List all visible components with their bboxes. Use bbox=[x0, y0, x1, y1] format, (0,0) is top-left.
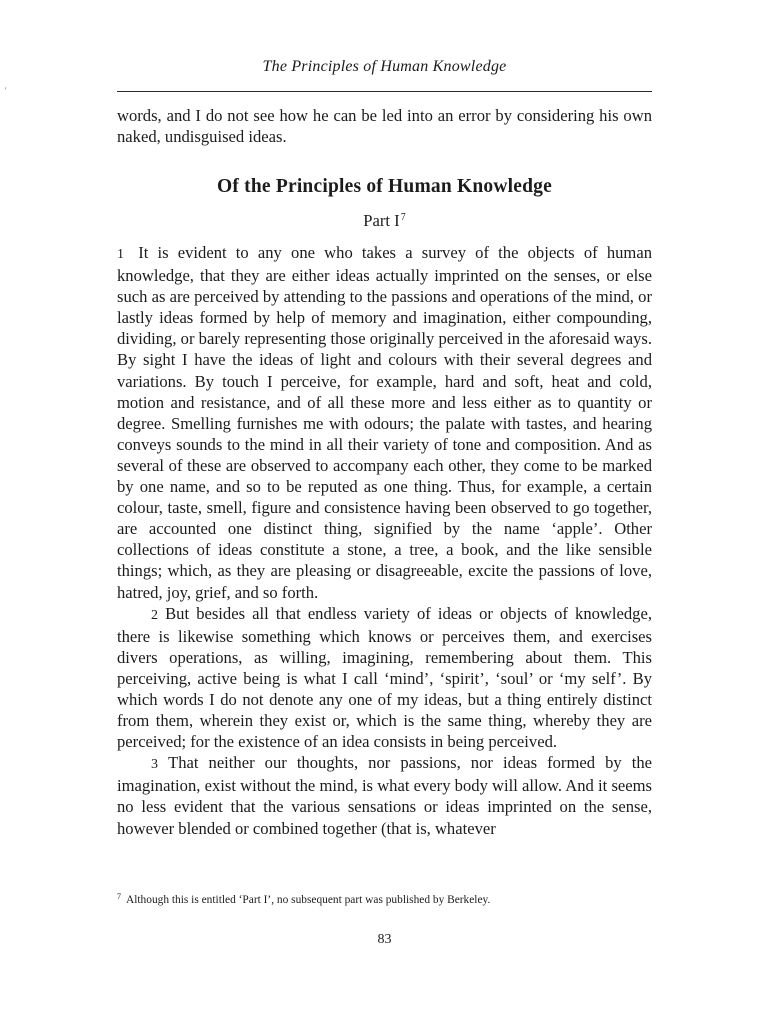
footnote-text: Although this is entitled ‘Part I’, no subsequent part was published by Berkeley. bbox=[126, 894, 491, 906]
paragraph-3 bbox=[117, 752, 652, 838]
section-title: Of the Principles of Human Knowledge bbox=[217, 176, 552, 197]
paragraph-number: 1 bbox=[117, 247, 124, 262]
running-head: The Principles of Human Knowledge bbox=[262, 58, 507, 75]
paragraph-2 bbox=[117, 603, 652, 753]
paragraph-text: That neither our thoughts, nor passions, nor ideas formed by the imagination, exist without the mind, is what every body will allow. And it seems no less evident that the various sensations or ideas imprinted on the sense, however blended or combined together (that is, whatever bbox=[117, 753, 652, 838]
part-label: Part I bbox=[363, 211, 400, 230]
page-number: 83 bbox=[377, 932, 392, 947]
header-rule bbox=[117, 91, 652, 92]
intro-paragraph: words, and I do not see how he can be led into an error by considering his own naked, undisguised ideas. bbox=[117, 106, 652, 147]
footnote-reference: 7 bbox=[400, 212, 406, 223]
part-heading bbox=[117, 211, 652, 231]
paragraph-number: 3 bbox=[151, 757, 158, 773]
paragraph-1 bbox=[117, 242, 652, 603]
footnote-mark: 7 bbox=[117, 892, 121, 901]
margin-mark: ' bbox=[5, 86, 7, 95]
paragraph-number: 2 bbox=[151, 607, 158, 623]
main-text bbox=[117, 242, 652, 839]
paragraph-text: But besides all that endless variety of ideas or objects of knowledge, there is likewise something which knows or perceives them, and exercises divers operations, as willing, imagining, remembering about them. This perceiving, active being is what I call ‘mind’, ‘spirit’, ‘soul’ or ‘my self’. By which words I do not denote any one of my ideas, but a thing entirely distinct from them, wherein they exist or, which is the same thing, whereby they are perceived; for the existence of an idea consists in being perceived. bbox=[117, 603, 652, 752]
paragraph-text: It is evident to any one who takes a survey of the objects of human knowledge, that they are either ideas actually imprinted on the senses, or else such as are perceived by attending to the passions and operations of the mind, or lastly ideas formed by help of memory and imagination, either compounding, dividing, or barely representing those originally perceived in the aforesaid ways. By sight I have the ideas of light and colours with their several degrees and variations. By touch I perceive, for example, hard and soft, heat and cold, motion and resistance, and of all these more and less either as to quantity or degree. Smelling furnishes me with odours; the palate with tastes, and hearing conveys sounds to the mind in all their variety of tone and composition. And as several of these are observed to accompany each other, they come to be marked by one name, and so to be reputed as one thing. Thus, for example, a certain colour, taste, smell, figure and consistence having been observed to go together, are accounted one distinct thing, signified by the name ‘apple’. Other collections of ideas constitute a stone, a tree, a book, and the like sensible things; which, as they are pleasing or disagreeable, excite the passions of love, hatred, joy, grief, and so forth. bbox=[117, 243, 652, 602]
footnote bbox=[117, 889, 652, 908]
